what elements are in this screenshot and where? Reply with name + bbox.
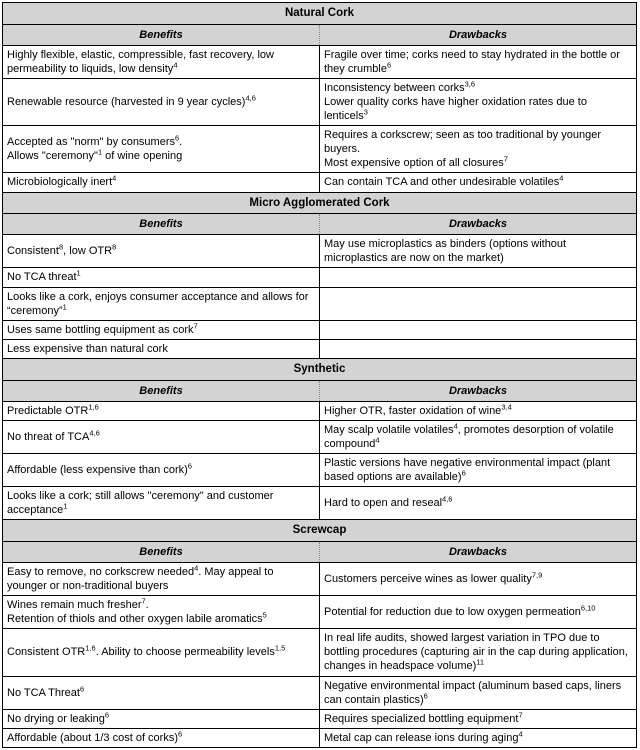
benefits-column-header: Benefits bbox=[3, 380, 320, 401]
benefits-column-header: Benefits bbox=[3, 24, 320, 45]
drawbacks-column-header: Drawbacks bbox=[320, 380, 637, 401]
benefit-cell: Consistent OTR$^{1,6}$. Ability to choose permeability levels$^{1,5}$ bbox=[3, 629, 320, 676]
drawbacks-column-header: Drawbacks bbox=[320, 24, 637, 45]
table-body bbox=[3, 3, 637, 748]
citation-superscript: 8 bbox=[112, 242, 117, 252]
section-title-row bbox=[3, 358, 637, 380]
citation-superscript: 1,6 bbox=[85, 643, 96, 653]
table-row bbox=[3, 709, 637, 728]
table-row bbox=[3, 676, 637, 709]
table-row bbox=[3, 629, 637, 676]
drawback-cell: May use microplastics as binders (options without microplastics are now on the market) bbox=[320, 235, 637, 268]
section-title-screwcap: Screwcap bbox=[3, 520, 637, 542]
drawback-cell: In real life audits, showed largest variation in TPO due to bottling procedures (capturing air in the cap during application, changes in headspace volume)$^{11}$ bbox=[320, 629, 637, 676]
section-title-natural-cork: Natural Cork bbox=[3, 3, 637, 25]
citation-superscript: 7 bbox=[141, 596, 146, 606]
citation-superscript: 6 bbox=[175, 133, 180, 143]
drawbacks-column-header: Drawbacks bbox=[320, 214, 637, 235]
drawback-cell: Requires specialized bottling equipment$^7$ bbox=[320, 709, 637, 728]
section-title-synthetic: Synthetic bbox=[3, 358, 637, 380]
benefit-cell: Predictable OTR$^{1,6}$ bbox=[3, 401, 320, 420]
table-row bbox=[3, 173, 637, 192]
citation-superscript: 8 bbox=[58, 242, 64, 252]
citation-superscript: 3 bbox=[363, 107, 368, 117]
citation-superscript: 5 bbox=[262, 610, 267, 620]
table-row bbox=[3, 420, 637, 453]
table-row bbox=[3, 487, 637, 520]
drawback-cell: Hard to open and reseal$^{4,6}$ bbox=[320, 487, 637, 520]
citation-superscript: 1 bbox=[76, 268, 81, 278]
section-title-row bbox=[3, 520, 637, 542]
drawback-cell: Potential for reduction due to low oxygen permeation$^{6,10}$ bbox=[320, 596, 637, 629]
citation-superscript: 1 bbox=[62, 301, 67, 311]
drawbacks-column-header: Drawbacks bbox=[320, 541, 637, 562]
table-row bbox=[3, 453, 637, 486]
table-row bbox=[3, 78, 637, 125]
drawback-cell: Customers perceive wines as lower quality$^{7,9}$ bbox=[320, 562, 637, 595]
column-header-row bbox=[3, 214, 637, 235]
drawback-cell bbox=[320, 320, 637, 339]
table-row bbox=[3, 268, 637, 287]
table-row bbox=[3, 126, 637, 173]
table-row bbox=[3, 235, 637, 268]
benefit-cell: Accepted as "norm" by consumers$^6$. Allows "ceremony"$^1$ of wine opening bbox=[3, 126, 320, 173]
citation-superscript: 4 bbox=[173, 60, 178, 70]
citation-superscript: 6 bbox=[461, 468, 466, 478]
citation-superscript: 6 bbox=[104, 710, 110, 720]
benefits-column-header: Benefits bbox=[3, 541, 320, 562]
drawback-cell bbox=[320, 268, 637, 287]
drawback-cell: May scalp volatile volatiles$^4$, promotes desorption of volatile compound$^4$ bbox=[320, 420, 637, 453]
drawback-cell: Metal cap can release ions during aging$^4$ bbox=[320, 728, 637, 747]
citation-superscript: 3,6 bbox=[464, 79, 476, 89]
drawback-cell: Fragile over time; corks need to stay hydrated in the bottle or they crumble$^6$ bbox=[320, 45, 637, 78]
benefit-cell: Looks like a cork, enjoys consumer acceptance and allows for “ceremony”$^1$ bbox=[3, 287, 320, 320]
citation-superscript: 6,10 bbox=[580, 603, 596, 613]
benefit-cell: Microbiologically inert$^4$ bbox=[3, 173, 320, 192]
citation-superscript: 4 bbox=[453, 421, 458, 431]
citation-superscript: 4,6 bbox=[245, 93, 256, 103]
wine-closures-comparison-table bbox=[2, 2, 637, 748]
benefits-column-header: Benefits bbox=[3, 214, 320, 235]
benefit-cell: Easy to remove, no corkscrew needed$^4$. May appeal to younger or non-traditional buyers bbox=[3, 562, 320, 595]
citation-superscript: 6 bbox=[423, 690, 428, 700]
benefit-cell: Affordable (about 1/3 cost of corks)$^6$ bbox=[3, 728, 320, 747]
section-title-row bbox=[3, 192, 637, 214]
citation-superscript: 6 bbox=[178, 729, 183, 739]
citation-superscript: 1 bbox=[97, 147, 103, 157]
column-header-row bbox=[3, 24, 637, 45]
table-row bbox=[3, 562, 637, 595]
citation-superscript: 7 bbox=[503, 154, 508, 164]
benefit-cell: Uses same bottling equipment as cork$^7$ bbox=[3, 320, 320, 339]
citation-superscript: 7,9 bbox=[531, 570, 543, 580]
citation-superscript: 1,6 bbox=[88, 401, 99, 411]
citation-superscript: 1,5 bbox=[274, 643, 286, 653]
table-row bbox=[3, 339, 637, 358]
benefit-cell: No drying or leaking$^6$ bbox=[3, 709, 320, 728]
column-header-row bbox=[3, 380, 637, 401]
citation-superscript: 4 bbox=[375, 435, 380, 445]
table-row bbox=[3, 320, 637, 339]
citation-superscript: 4 bbox=[112, 173, 117, 183]
benefit-cell: Looks like a cork; still allows "ceremony" and customer acceptance$^1$ bbox=[3, 487, 320, 520]
benefit-cell: Less expensive than natural cork bbox=[3, 339, 320, 358]
table-row bbox=[3, 45, 637, 78]
benefit-cell: No TCA threat$^1$ bbox=[3, 268, 320, 287]
table-row bbox=[3, 728, 637, 747]
table-row bbox=[3, 401, 637, 420]
drawback-cell bbox=[320, 287, 637, 320]
benefit-cell: Affordable (less expensive than cork)$^6$ bbox=[3, 453, 320, 486]
benefit-cell: No TCA Threat$^6$ bbox=[3, 676, 320, 709]
drawback-cell: Inconsistency between corks$^{3,6}$ Lower quality corks have higher oxidation rates due to lenticels$^3$ bbox=[320, 78, 637, 125]
citation-superscript: 6 bbox=[79, 683, 85, 693]
drawback-cell: Negative environmental impact (aluminum based caps, liners can contain plastics)$^6$ bbox=[320, 676, 637, 709]
benefit-cell: Highly flexible, elastic, compressible, fast recovery, low permeability to liquids, low density$^4$ bbox=[3, 45, 320, 78]
column-header-row bbox=[3, 541, 637, 562]
citation-superscript: 1 bbox=[63, 501, 68, 511]
citation-superscript: 11 bbox=[476, 657, 485, 667]
citation-superscript: 4,6 bbox=[89, 428, 100, 438]
drawback-cell: Higher OTR, faster oxidation of wine$^{3,4}$ bbox=[320, 401, 637, 420]
drawback-cell bbox=[320, 339, 637, 358]
citation-superscript: 4 bbox=[194, 563, 199, 573]
citation-superscript: 6 bbox=[187, 461, 192, 471]
benefit-cell: Consistent$^8$, low OTR$^8$ bbox=[3, 235, 320, 268]
benefit-cell: Wines remain much fresher$^7$. Retention of thiols and other oxygen labile aromatics$^5$ bbox=[3, 596, 320, 629]
citation-superscript: 4 bbox=[518, 729, 523, 739]
citation-superscript: 7 bbox=[193, 321, 198, 331]
drawback-cell: Can contain TCA and other undesirable volatiles$^4$ bbox=[320, 173, 637, 192]
citation-superscript: 4 bbox=[559, 173, 564, 183]
table-row bbox=[3, 287, 637, 320]
section-title-micro-agglomerated-cork: Micro Agglomerated Cork bbox=[3, 192, 637, 214]
citation-superscript: 6 bbox=[386, 60, 392, 70]
citation-superscript: 3,4 bbox=[501, 401, 512, 411]
drawback-cell: Plastic versions have negative environmental impact (plant based options are available)$^6$ bbox=[320, 453, 637, 486]
table-row bbox=[3, 596, 637, 629]
benefit-cell: No threat of TCA$^{4,6}$ bbox=[3, 420, 320, 453]
citation-superscript: 7 bbox=[518, 710, 523, 720]
benefit-cell: Renewable resource (harvested in 9 year cycles)$^{4,6}$ bbox=[3, 78, 320, 125]
drawback-cell: Requires a corkscrew; seen as too traditional by younger buyers. Most expensive option of all closures$^7$ bbox=[320, 126, 637, 173]
citation-superscript: 4,6 bbox=[442, 494, 453, 504]
section-title-row bbox=[3, 3, 637, 25]
